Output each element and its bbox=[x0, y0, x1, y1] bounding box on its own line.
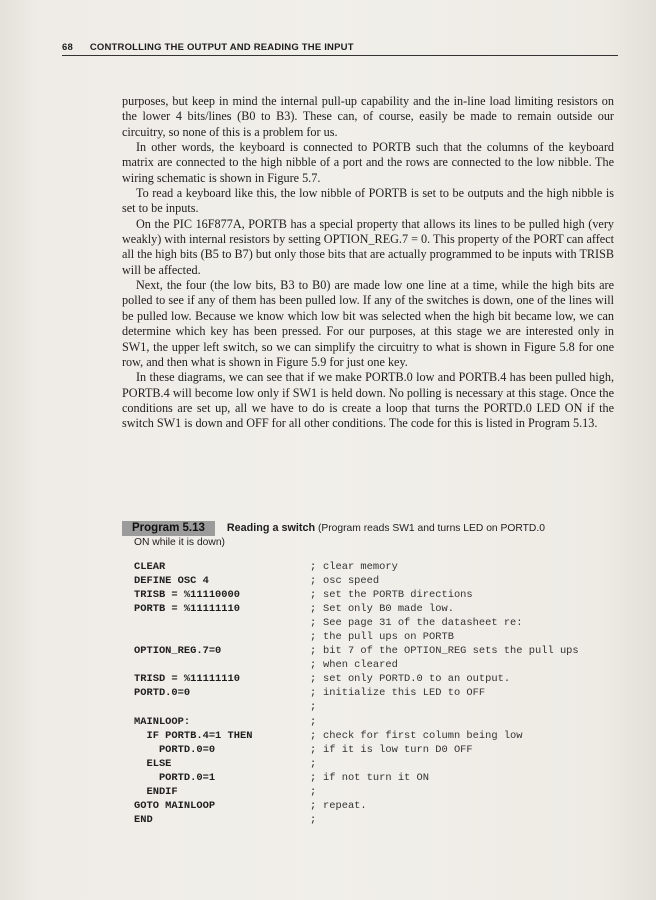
comment-marker: ; bbox=[310, 617, 317, 630]
page-number: 68 bbox=[62, 42, 73, 53]
code-comment: bit 7 of the OPTION_REG sets the pull ups bbox=[323, 645, 579, 658]
comment-marker: ; bbox=[310, 771, 317, 784]
code-comment: set only PORTD.0 to an output. bbox=[323, 673, 511, 686]
code-line bbox=[134, 602, 624, 616]
comment-marker: ; bbox=[310, 645, 317, 658]
code-statement: IF PORTB.4=1 THEN bbox=[134, 729, 253, 742]
code-statement: GOTO MAINLOOP bbox=[134, 799, 216, 812]
code-line bbox=[134, 644, 624, 658]
code-statement: ELSE bbox=[134, 757, 172, 770]
code-statement: PORTD.0=1 bbox=[134, 771, 216, 784]
code-line bbox=[134, 588, 624, 602]
paragraph: To read a keyboard like this, the low nibble of PORTB is set to be outputs and the high nibble is set to be inputs. bbox=[122, 186, 614, 216]
paragraph: purposes, but keep in mind the internal pull-up capability and the in-line load limiting resistors on the lower 4 bits/lines (B0 to B3). These can, of course, easily be made to remain outside our circuitry, so none of this is a problem for us. bbox=[122, 94, 614, 139]
code-line bbox=[134, 729, 624, 743]
code-statement: CLEAR bbox=[134, 561, 166, 573]
code-comment: the pull ups on PORTB bbox=[323, 631, 454, 644]
comment-marker: ; bbox=[310, 603, 317, 616]
comment-marker: ; bbox=[310, 785, 317, 798]
comment-marker: ; bbox=[310, 813, 317, 826]
comment-marker: ; bbox=[310, 659, 317, 672]
code-line bbox=[134, 672, 624, 686]
code-statement: PORTD.0=0 bbox=[134, 687, 191, 700]
comment-marker: ; bbox=[310, 729, 317, 742]
comment-marker: ; bbox=[310, 757, 317, 770]
body-text bbox=[122, 94, 614, 432]
code-statement: END bbox=[134, 813, 153, 826]
comment-marker: ; bbox=[310, 743, 317, 756]
comment-marker: ; bbox=[310, 589, 317, 602]
code-statement: MAINLOOP: bbox=[134, 715, 191, 728]
comment-marker: ; bbox=[310, 673, 317, 686]
program-heading bbox=[122, 521, 622, 549]
code-statement: PORTB = %11111110 bbox=[134, 603, 241, 616]
code-line bbox=[134, 813, 624, 827]
code-line bbox=[134, 700, 624, 714]
comment-marker: ; bbox=[310, 701, 317, 714]
comment-marker: ; bbox=[310, 715, 317, 728]
comment-marker: ; bbox=[310, 575, 317, 588]
code-comment: See page 31 of the datasheet re: bbox=[323, 617, 523, 630]
code-line bbox=[134, 757, 624, 771]
code-statement: DEFINE OSC 4 bbox=[134, 575, 209, 588]
code-comment: when cleared bbox=[323, 659, 398, 672]
comment-marker: ; bbox=[310, 631, 317, 644]
program-badge: Program 5.13 bbox=[122, 521, 215, 536]
code-line bbox=[134, 799, 624, 813]
code-comment: clear memory bbox=[323, 561, 398, 573]
code-statement: TRISB = %11110000 bbox=[134, 589, 241, 602]
code-line bbox=[134, 616, 624, 630]
code-statement: PORTD.0=0 bbox=[134, 743, 216, 756]
code-comment: initialize this LED to OFF bbox=[323, 687, 486, 700]
code-comment: set the PORTB directions bbox=[323, 589, 473, 602]
running-header bbox=[62, 42, 618, 56]
code-comment: if it is low turn D0 OFF bbox=[323, 743, 473, 756]
comment-marker: ; bbox=[310, 687, 317, 700]
code-comment: repeat. bbox=[323, 799, 367, 812]
paragraph: In these diagrams, we can see that if we make PORTB.0 low and PORTB.4 has been pulled high, PORTB.4 will become low only if SW1 is held down. No polling is necessary at this stage. Once the conditions are set up, all we have to do is create a loop that turns the PORTD.0 LED ON if the switch SW1 is down and OFF for all other conditions. The code for this is listed in Program 5.13. bbox=[122, 370, 614, 431]
paragraph: On the PIC 16F877A, PORTB has a special property that allows its lines to be pulled high (very weakly) with internal resistors by setting OPTION_REG.7 = 0. This property of the PORT can affect all the high bits (B5 to B7) but only those bits that are actually programmed to be inputs with TRISB will be affected. bbox=[122, 216, 614, 277]
code-statement: TRISD = %11111110 bbox=[134, 673, 241, 686]
code-line bbox=[134, 630, 624, 644]
code-comment: if not turn it ON bbox=[323, 771, 430, 784]
code-listing bbox=[134, 560, 624, 827]
code-statement: OPTION_REG.7=0 bbox=[134, 645, 222, 658]
comment-marker: ; bbox=[310, 799, 317, 812]
code-line bbox=[134, 560, 624, 574]
code-line bbox=[134, 686, 624, 700]
paragraph: In other words, the keyboard is connected to PORTB such that the columns of the keyboard matrix are connected to the high nibble of a port and the rows are connected to the low nibble. The wiring schematic is shown in Figure 5.7. bbox=[122, 140, 614, 185]
program-description: (Program reads SW1 and turns LED on PORTD.0 bbox=[317, 523, 545, 534]
code-line bbox=[134, 743, 624, 757]
program-description-cont: ON while it is down) bbox=[134, 537, 225, 548]
code-line bbox=[134, 574, 624, 588]
code-comment: Set only B0 made low. bbox=[323, 603, 454, 616]
code-line bbox=[134, 658, 624, 672]
paragraph: Next, the four (the low bits, B3 to B0) are made low one line at a time, while the high bits are polled to see if any of them has been pulled low. If any of the switches is down, one of the lines will be pulled low. Because we know which low bit was selected when the high bit became low, we can determine which key has been pressed. For our purposes, at this stage we are interested only in SW1, the upper left switch, so we can simplify the circuitry to what is shown in Figure 5.8 for one row, and then what is shown in Figure 5.9 for just one key. bbox=[122, 278, 614, 369]
chapter-title: CONTROLLING THE OUTPUT AND READING THE INPUT bbox=[89, 42, 354, 53]
code-line bbox=[134, 715, 624, 729]
code-line bbox=[134, 771, 624, 785]
code-comment: check for first column being low bbox=[323, 729, 523, 742]
program-title: Reading a switch bbox=[226, 522, 316, 534]
comment-marker: ; bbox=[310, 561, 317, 573]
code-statement: ENDIF bbox=[134, 785, 178, 798]
code-comment: osc speed bbox=[323, 575, 380, 588]
code-line bbox=[134, 785, 624, 799]
